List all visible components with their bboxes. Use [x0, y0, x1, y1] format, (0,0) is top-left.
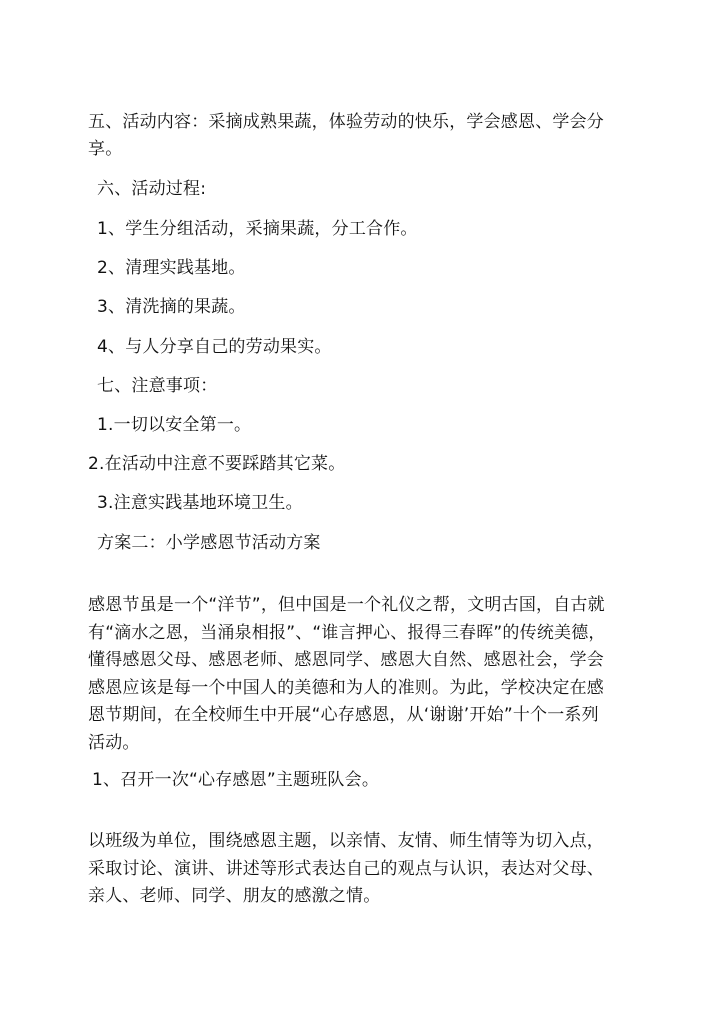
section5-line2: 享。	[88, 139, 123, 159]
activity1-title: 1、召开一次“心存感恩”主题班队会。	[92, 770, 380, 790]
plan2-intro-line: 恩节期间，在全校师生中开展“心存感恩，从‘谢谢’开始”十个一系列	[88, 705, 599, 725]
activity1-line: 亲人、老师、同学、朋友的感激之情。	[88, 886, 381, 906]
section7-heading: 七、注意事项：	[97, 376, 218, 396]
plan2-intro-line: 懂得感恩父母、感恩老师、感恩同学、感恩大自然、感恩社会，学会	[88, 650, 604, 670]
plan2-intro-line: 活动。	[88, 732, 140, 753]
section7-item-3: 3.注意实践基地环境卫生。	[97, 493, 303, 513]
plan2-intro-line: 感恩节虽是一个“洋节”，但中国是一个礼仪之帮，文明古国，自古就	[88, 595, 605, 615]
section5-line1: 五、活动内容：采摘成熟果蔬，体验劳动的快乐，学会感恩、学会分	[88, 112, 604, 132]
activity1-line: 以班级为单位，围绕感恩主题，以亲情、友情、师生情等为切入点，	[88, 831, 604, 851]
activity1-paragraph	[88, 828, 636, 911]
section6-item-2: 2、清理实践基地。	[97, 258, 246, 278]
plan2-intro-line: 感恩应该是每一个中国人的美德和为人的准则。为此，学校决定在感	[88, 677, 604, 698]
plan2-intro-line: 有“滴水之恩，当涌泉相报”、“谁言押心、报得三春晖”的传统美德，	[88, 622, 606, 643]
section7-item-1: 1.一切以安全第一。	[97, 415, 252, 435]
section6-heading: 六、活动过程:	[97, 179, 207, 199]
plan2-title: 方案二：小学感恩节活动方案	[97, 533, 321, 553]
section6-item-1: 1、学生分组活动，采摘果蔬，分工合作。	[97, 219, 418, 239]
section6-item-3: 3、清洗摘的果蔬。	[97, 297, 246, 317]
activity1-line: 采取讨论、演讲、讲述等形式表达自己的观点与认识，表达对父母、	[88, 858, 604, 879]
section7-item-2: 2.在活动中注意不要踩踏其它菜。	[88, 454, 346, 474]
section6-item-4: 4、与人分享自己的劳动果实。	[97, 337, 332, 357]
plan2-intro-paragraph	[88, 592, 636, 757]
